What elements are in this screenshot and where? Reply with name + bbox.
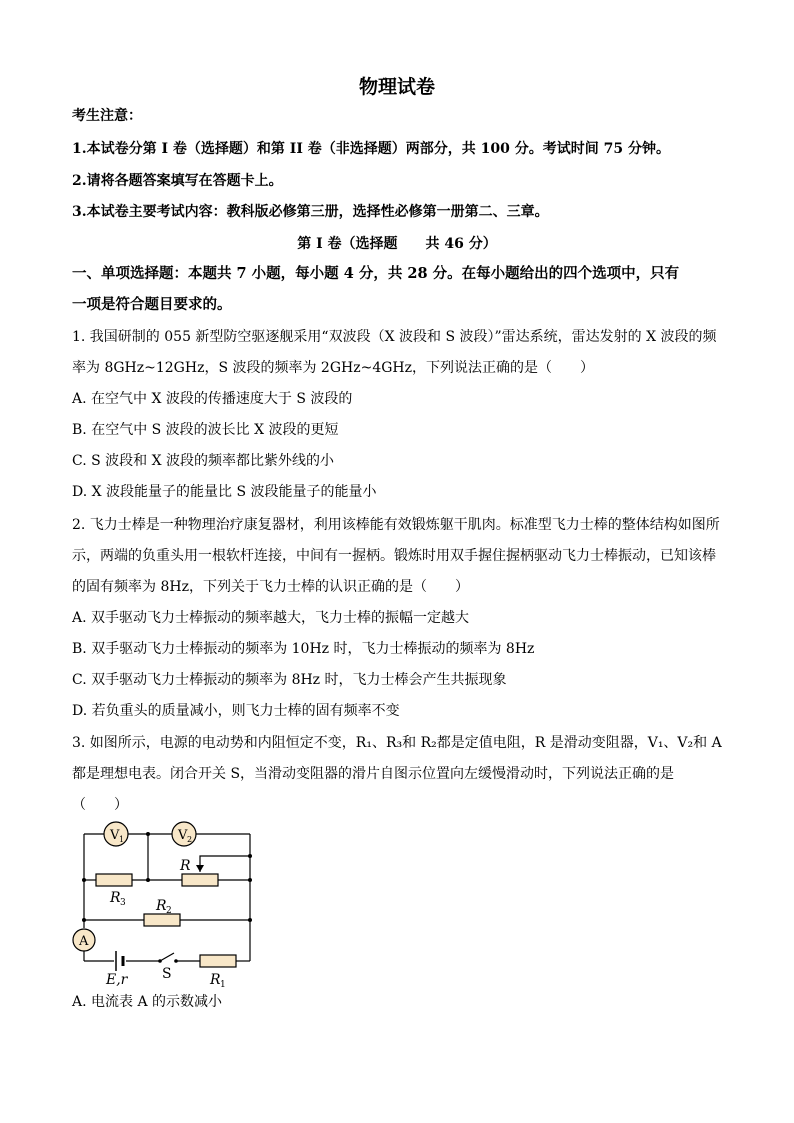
label-er: E,r bbox=[106, 972, 128, 988]
label-r1-sub: 1 bbox=[220, 980, 226, 988]
section-title: 第 I 卷（选择题 共 46 分） bbox=[297, 236, 497, 252]
svg-text:1: 1 bbox=[119, 835, 125, 844]
q1-option-c: C. S 波段和 X 波段的频率都比紫外线的小 bbox=[72, 453, 335, 469]
q2-stem-line1: 2. 飞力士棒是一种物理治疗康复器材，利用该棒能有效锻炼躯干肌肉。标准型飞力士棒的整体结构如图所 bbox=[72, 517, 720, 533]
section-heading-line1: 一、单项选择题：本题共 7 小题，每小题 4 分，共 28 分。在每小题给出的四个选项中，只有 bbox=[72, 265, 680, 282]
q2-option-a: A. 双手驱动飞力士棒振动的频率越大，飞力士棒的振幅一定越大 bbox=[72, 610, 470, 626]
q1-stem-line2: 率为 8GHz~12GHz，S 波段的频率为 2GHz~4GHz，下列说法正确的是（ ） bbox=[72, 360, 595, 376]
q2-option-c: C. 双手驱动飞力士棒振动的频率为 8Hz 时，飞力士棒会产生共振现象 bbox=[72, 672, 507, 688]
q1-option-a: A. 在空气中 X 波段的传播速度大于 S 波段的 bbox=[72, 391, 353, 407]
label-s: S bbox=[162, 966, 172, 982]
resistor-r3 bbox=[96, 874, 132, 886]
q3-option-a: A. 电流表 A 的示数减小 bbox=[72, 994, 223, 1010]
q2-option-b: B. 双手驱动飞力士棒振动的频率为 10Hz 时，飞力士棒振动的频率为 8Hz bbox=[72, 641, 535, 657]
notice-item-2: 2.请将各题答案填写在答题卡上。 bbox=[72, 173, 283, 189]
label-r2-sub: 2 bbox=[166, 906, 172, 916]
section-heading-line2: 一项是符合题目要求的。 bbox=[72, 296, 232, 313]
q2-stem-line2: 示，两端的负重头用一根软杆连接，中间有一握柄。锻炼时用双手握住握柄驱动飞力士棒振动，已知该棒 bbox=[72, 548, 716, 564]
resistor-r2 bbox=[144, 914, 180, 926]
battery-icon bbox=[116, 951, 123, 971]
label-r2: R bbox=[156, 898, 167, 914]
notice-heading: 考生注意： bbox=[72, 108, 142, 124]
voltmeter-v1 bbox=[104, 822, 128, 846]
svg-text:V: V bbox=[110, 828, 120, 843]
q3-stem-line2: 都是理想电表。闭合开关 S，当滑动变阻器的滑片自图示位置向左缓慢滑动时，下列说法正确的是 bbox=[72, 766, 675, 782]
q2-option-d: D. 若负重头的质量减小，则飞力士棒的固有频率不变 bbox=[72, 703, 400, 719]
svg-text:A: A bbox=[79, 934, 89, 949]
voltmeter-v2 bbox=[172, 822, 196, 846]
rheostat-r bbox=[182, 874, 218, 886]
circuit-diagram bbox=[70, 818, 270, 988]
label-r3: R bbox=[110, 890, 121, 906]
resistor-r1 bbox=[200, 955, 236, 967]
svg-text:V: V bbox=[178, 828, 188, 843]
q3-stem-line3: （ ） bbox=[72, 797, 128, 813]
notice-item-3: 3.本试卷主要考试内容：教科版必修第三册，选择性必修第一册第二、三章。 bbox=[72, 204, 549, 220]
label-r1: R bbox=[210, 972, 221, 988]
q1-stem-line1: 1. 我国研制的 055 新型防空驱逐舰采用“双波段（X 波段和 S 波段）”雷达系统，雷达发射的 X 波段的频 bbox=[72, 329, 717, 345]
label-r3-sub: 3 bbox=[120, 898, 126, 908]
page-title: 物理试卷 bbox=[358, 76, 435, 98]
notice-item-1: 1.本试卷分第 I 卷（选择题）和第 II 卷（非选择题）两部分，共 100 分。考试时间 75 分钟。 bbox=[72, 141, 670, 157]
q3-stem-line1: 3. 如图所示，电源的电动势和内阻恒定不变，R₁、R₃和 R₂都是定值电阻，R 是滑动变阻器，V₁、V₂和 A bbox=[72, 735, 722, 751]
q2-stem-line3: 的固有频率为 8Hz，下列关于飞力士棒的认识正确的是（ ） bbox=[72, 579, 469, 595]
q1-option-b: B. 在空气中 S 波段的波长比 X 波段的更短 bbox=[72, 422, 339, 438]
label-r: R bbox=[180, 858, 191, 874]
ammeter-a bbox=[73, 929, 95, 951]
svg-text:2: 2 bbox=[187, 835, 193, 844]
q1-option-d: D. X 波段能量子的能量比 S 波段能量子的能量小 bbox=[72, 484, 377, 500]
